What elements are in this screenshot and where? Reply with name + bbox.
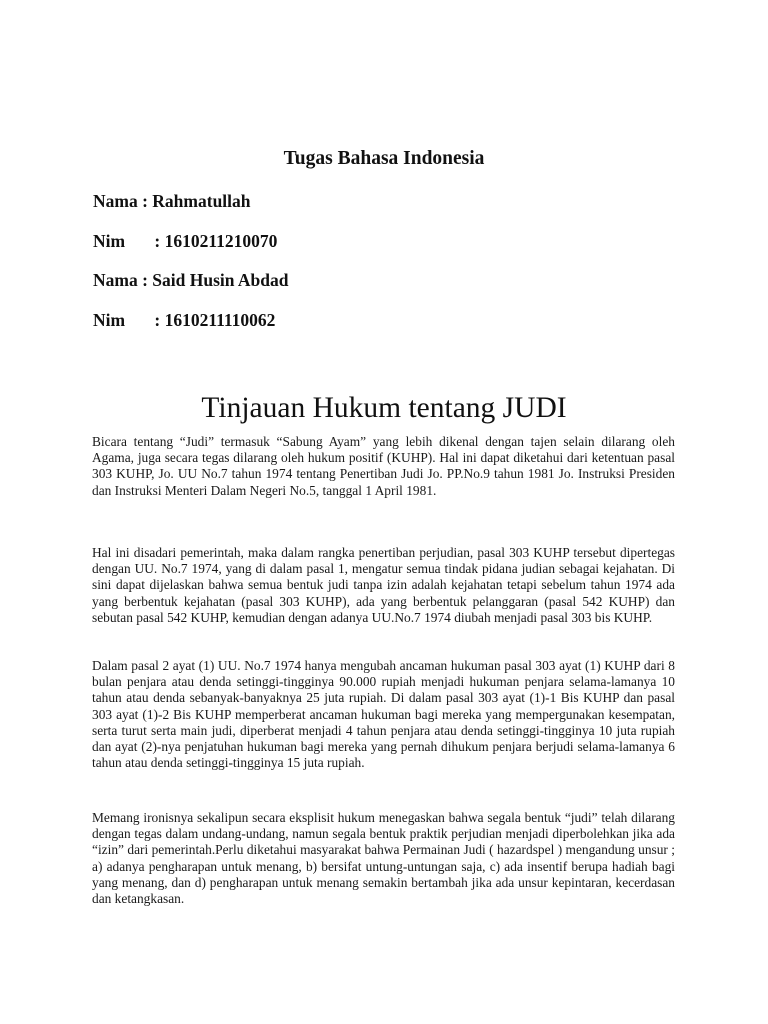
paragraph-1: Bicara tentang “Judi” termasuk “Sabung Ayam” yang lebih dikenal dengan tajen selain dilarang oleh Agama, juga secara tegas dilarang oleh hukum positif (KUHP). Hal ini dapat diketahui dari ketentuan pasal 303 KUHP, Jo. UU No.7 tahun 1974 tentang Penertiban Judi Jo. PP.No.9 tahun 1981 Jo. Instruksi Presiden dan Instruksi Menteri Dalam Negeri No.5, tanggal 1 April 1981. (92, 434, 675, 498)
name-value: : Rahmatullah (142, 191, 251, 211)
name-label: Nama (93, 270, 138, 290)
paragraph-4: Memang ironisnya sekalipun secara eksplisit hukum menegaskan bahwa segala bentuk “judi” telah dilarang dengan tegas dalam undang-undang, namun segala bentuk praktik perjudian menjadi diperbolehkan jika ada “izin” dari pemerintah.Perlu diketahui masyarakat bahwa Permainan Judi ( hazardspel ) mengandung unsur ; a) adanya pengharapan untuk menang, b) bersifat untung-untungan saja, c) ada insentif berupa hadiah bagi yang menang, dan d) pengharapan untuk menang semakin bertambah jika ada unsur kepintaran, kecerdasan dan ketangkasan. (92, 810, 675, 907)
document-title: Tinjauan Hukum tentang JUDI (201, 392, 567, 424)
name-value: : Said Husin Abdad (142, 270, 289, 290)
nim-label: Nim (93, 310, 126, 330)
paragraph-3: Dalam pasal 2 ayat (1) UU. No.7 1974 hanya mengubah ancaman hukuman pasal 303 ayat (1) KUHP dari 8 bulan penjara atau denda setinggi-tingginya 90.000 rupiah menjadi hukuman penjara selama-lamanya 10 tahun atau denda sebanyak-banyaknya 25 juta rupiah. Di dalam pasal 303 ayat (1)-1 Bis KUHP dan pasal 303 ayat (1)-2 Bis KUHP memperberat ancaman hukuman bagi mereka yang mempergunakan kesempatan, serta turut serta main judi, diperberat menjadi 4 tahun penjara atau denda setinggi-tingginya 10 juta rupiah dan ayat (2)-nya penjatuhan hukuman bagi mereka yang pernah dihukum penjara berjudi selama-lamanya 6 tahun atau denda setinggi-tingginya 15 juta rupiah. (92, 658, 675, 771)
nim-label: Nim (93, 231, 126, 251)
nim-value: : 1610211110062 (154, 310, 276, 330)
paragraph-2: Hal ini disadari pemerintah, maka dalam rangka penertiban perjudian, pasal 303 KUHP tersebut dipertegas dengan UU. No.7 1974, yang di dalam pasal 1, mengatur semua tindak pidana judian sebagai kejahatan. Di sini dapat dijelaskan bahwa semua bentuk judi tanpa izin adalah kejahatan tetapi sebelum tahun 1974 ada yang berbentuk kejahatan (pasal 303 KUHP), ada yang berbentuk pelanggaran (pasal 542 KUHP) dan sebutan pasal 542 KUHP, kemudian dengan adanya UU.No.7 1974 diubah menjadi pasal 303 bis KUHP. (92, 545, 675, 625)
nim-value: : 1610211210070 (154, 231, 278, 251)
student-name-2 (93, 269, 289, 291)
name-label: Nama (93, 191, 138, 211)
student-name-1 (93, 190, 251, 212)
student-nim-1 (93, 230, 277, 252)
student-nim-2 (93, 309, 275, 331)
assignment-title: Tugas Bahasa Indonesia (283, 148, 485, 169)
